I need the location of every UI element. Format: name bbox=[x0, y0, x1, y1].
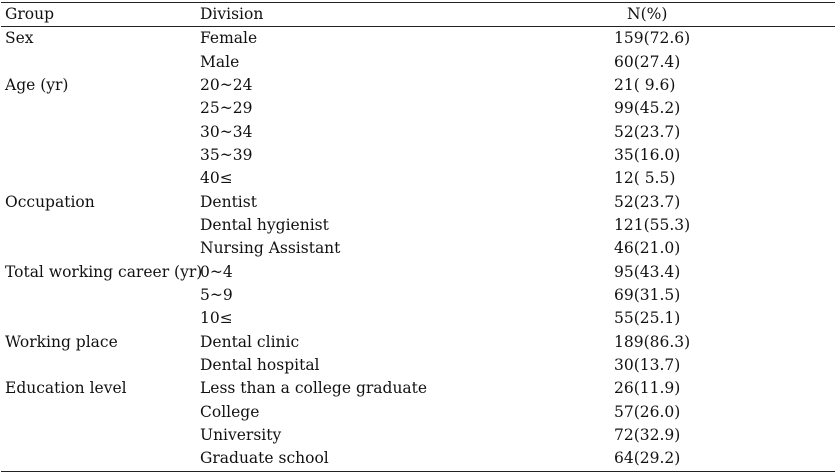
cell-division: Male bbox=[200, 52, 240, 71]
table-container bbox=[1, 0, 835, 470]
cell-division: College bbox=[200, 402, 260, 421]
table-body bbox=[1, 27, 835, 472]
table-row bbox=[1, 120, 835, 143]
cell-division: Female bbox=[200, 29, 258, 48]
demographics-table bbox=[1, 2, 835, 472]
cell-n-percent: 60(27.4) bbox=[614, 52, 681, 71]
cell-group bbox=[1, 447, 200, 471]
cell-n-percent: 21( 9.6) bbox=[614, 75, 676, 94]
header-group: Group bbox=[1, 3, 200, 27]
cell-group: Age (yr) bbox=[5, 75, 69, 94]
cell-division: Dental hygienist bbox=[200, 215, 329, 234]
cell-division: 5~9 bbox=[200, 285, 233, 304]
table-row bbox=[1, 447, 835, 471]
cell-n-percent: 46(21.0) bbox=[614, 239, 681, 258]
header-row bbox=[1, 3, 835, 27]
table-row bbox=[1, 260, 835, 283]
cell-n-percent: 121(55.3) bbox=[614, 215, 691, 234]
table-row bbox=[1, 284, 835, 307]
table-row bbox=[1, 190, 835, 213]
cell-n-percent: 159(72.6) bbox=[614, 29, 691, 48]
cell-division: 35~39 bbox=[200, 145, 253, 164]
table-row bbox=[1, 27, 835, 51]
table-row bbox=[1, 50, 835, 73]
cell-n-percent: 69(31.5) bbox=[614, 285, 681, 304]
table-row bbox=[1, 307, 835, 330]
cell-division: 10≤ bbox=[200, 309, 233, 328]
cell-n-percent: 64(29.2) bbox=[590, 447, 835, 471]
table-row bbox=[1, 330, 835, 353]
table-row bbox=[1, 237, 835, 260]
table-row bbox=[1, 354, 835, 377]
cell-n-percent: 52(23.7) bbox=[614, 192, 681, 211]
cell-group bbox=[1, 354, 200, 377]
cell-n-percent: 72(32.9) bbox=[614, 426, 681, 445]
table-row bbox=[1, 167, 835, 190]
cell-division: 40≤ bbox=[200, 169, 233, 188]
header-division: Division bbox=[200, 3, 590, 27]
header-n-percent: N(%) bbox=[590, 3, 835, 27]
table-row bbox=[1, 97, 835, 120]
cell-group bbox=[1, 167, 200, 190]
cell-n-percent: 57(26.0) bbox=[614, 402, 681, 421]
table-row bbox=[1, 74, 835, 97]
cell-group bbox=[1, 120, 200, 143]
table-row bbox=[1, 401, 835, 424]
cell-n-percent: 99(45.2) bbox=[614, 99, 681, 118]
table-row bbox=[1, 377, 835, 400]
cell-n-percent: 26(11.9) bbox=[614, 379, 681, 398]
cell-group: Working place bbox=[5, 332, 118, 351]
cell-group bbox=[1, 424, 200, 447]
table-row bbox=[1, 144, 835, 167]
cell-group: Education level bbox=[5, 379, 127, 398]
cell-group: Sex bbox=[5, 29, 34, 48]
cell-group bbox=[1, 307, 200, 330]
cell-group bbox=[1, 50, 200, 73]
table-row bbox=[1, 214, 835, 237]
cell-group bbox=[1, 401, 200, 424]
cell-division: Dental clinic bbox=[200, 332, 300, 351]
cell-n-percent: 30(13.7) bbox=[614, 355, 681, 374]
cell-group bbox=[1, 237, 200, 260]
cell-division: Dentist bbox=[200, 192, 257, 211]
cell-group bbox=[1, 144, 200, 167]
cell-division: Graduate school bbox=[200, 447, 590, 471]
cell-division: 0~4 bbox=[200, 262, 233, 281]
cell-division: Dental hospital bbox=[200, 355, 320, 374]
cell-n-percent: 52(23.7) bbox=[614, 122, 681, 141]
cell-n-percent: 35(16.0) bbox=[614, 145, 681, 164]
cell-group: Total working career (yr) bbox=[5, 262, 203, 281]
cell-group bbox=[1, 97, 200, 120]
cell-division: 25~29 bbox=[200, 99, 253, 118]
cell-group: Occupation bbox=[5, 192, 95, 211]
cell-division: 20~24 bbox=[200, 75, 253, 94]
cell-n-percent: 189(86.3) bbox=[614, 332, 691, 351]
cell-group bbox=[1, 284, 200, 307]
cell-division: 30~34 bbox=[200, 122, 253, 141]
cell-division: Nursing Assistant bbox=[200, 239, 341, 258]
cell-n-percent: 95(43.4) bbox=[614, 262, 681, 281]
cell-division: Less than a college graduate bbox=[200, 379, 428, 398]
cell-division: University bbox=[200, 426, 282, 445]
table-header bbox=[1, 3, 835, 27]
cell-n-percent: 55(25.1) bbox=[614, 309, 681, 328]
table-row bbox=[1, 424, 835, 447]
cell-n-percent: 12( 5.5) bbox=[614, 169, 676, 188]
cell-group bbox=[1, 214, 200, 237]
